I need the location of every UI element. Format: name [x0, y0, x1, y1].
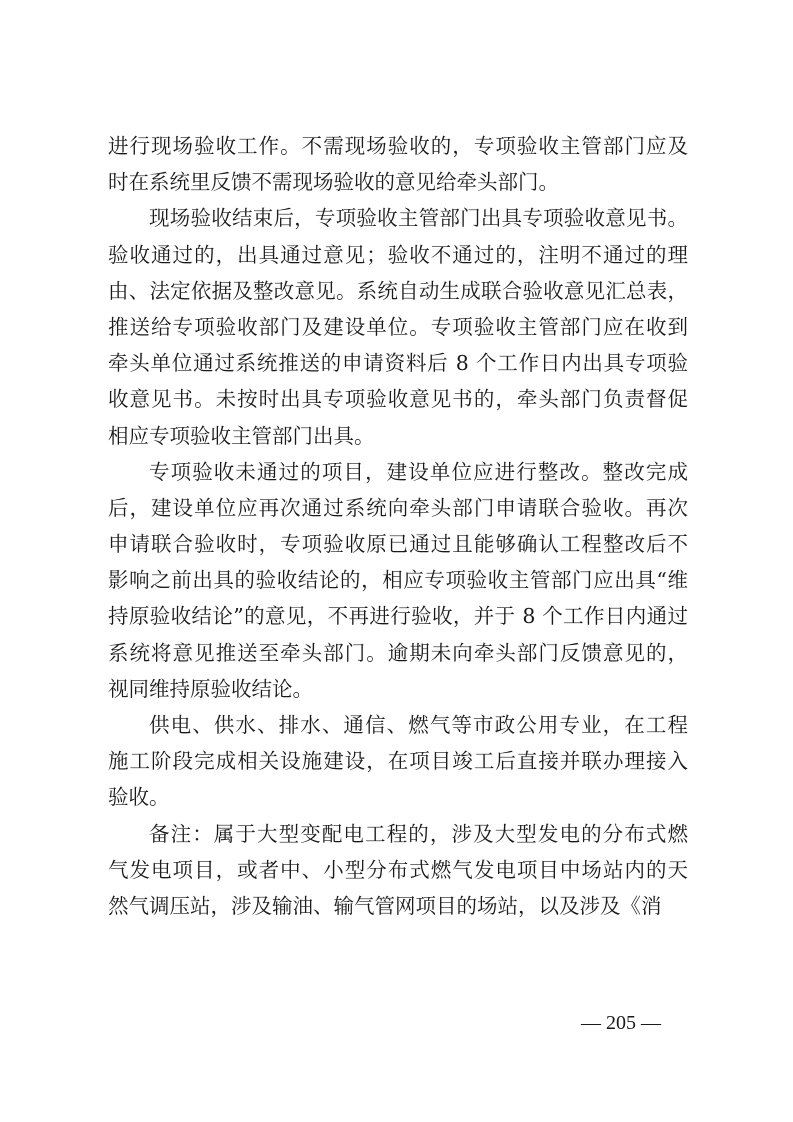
- paragraph: [108, 200, 688, 453]
- page-number: — 205 —: [581, 1012, 661, 1034]
- paragraph: [108, 454, 688, 707]
- paragraph: [108, 816, 688, 925]
- body-text: [108, 128, 688, 924]
- text-line: 时在系统里反馈不需现场验收的意见给牵头部门。: [108, 170, 559, 195]
- text-line: 验收通过的，出具通过意见；验收不通过的，注明不通过的理: [108, 242, 688, 267]
- text-line: 气发电项目，或者中、小型分布式燃气发电项目中场站内的天: [108, 857, 688, 882]
- text-line: 相应专项验收主管部门出具。: [108, 423, 375, 448]
- paragraph: [108, 707, 688, 816]
- text-line: 系统将意见推送至牵头部门。逾期未向牵头部门反馈意见的，: [108, 640, 688, 665]
- text-line: 现场验收结束后，专项验收主管部门出具专项验收意见书。: [149, 206, 688, 231]
- text-line: 由、法定依据及整改意见。系统自动生成联合验收意见汇总表，: [108, 278, 688, 303]
- paragraph: [108, 128, 688, 200]
- text-line: 牵头单位通过系统推送的申请资料后 8 个工作日内出具专项验: [108, 351, 688, 376]
- text-line: 影响之前出具的验收结论的，相应专项验收主管部门应出具“维: [108, 568, 688, 593]
- text-line: 视同维持原验收结论。: [108, 676, 313, 701]
- text-line: 专项验收未通过的项目，建设单位应进行整改。整改完成: [149, 459, 688, 484]
- text-line: 持原验收结论”的意见，不再进行验收，并于 8 个工作日内通过: [108, 604, 688, 629]
- text-line: 后，建设单位应再次通过系统向牵头部门申请联合验收。再次: [108, 495, 688, 520]
- text-line: 然气调压站，涉及输油、输气管网项目的场站，以及涉及《消: [108, 893, 662, 918]
- text-line: 申请联合验收时，专项验收原已通过且能够确认工程整改后不: [108, 532, 688, 557]
- text-line: 验收。: [108, 785, 170, 810]
- text-line: 备注：属于大型变配电工程的，涉及大型发电的分布式燃: [149, 821, 688, 846]
- text-line: 收意见书。未按时出具专项验收意见书的，牵头部门负责督促: [108, 387, 688, 412]
- text-line: 进行现场验收工作。不需现场验收的，专项验收主管部门应及: [108, 134, 688, 158]
- text-line: 施工阶段完成相关设施建设，在项目竣工后直接并联办理接入: [108, 749, 688, 774]
- text-line: 推送给专项验收部门及建设单位。专项验收主管部门应在收到: [108, 314, 688, 339]
- text-line: 供电、供水、排水、通信、燃气等市政公用专业，在工程: [149, 713, 688, 737]
